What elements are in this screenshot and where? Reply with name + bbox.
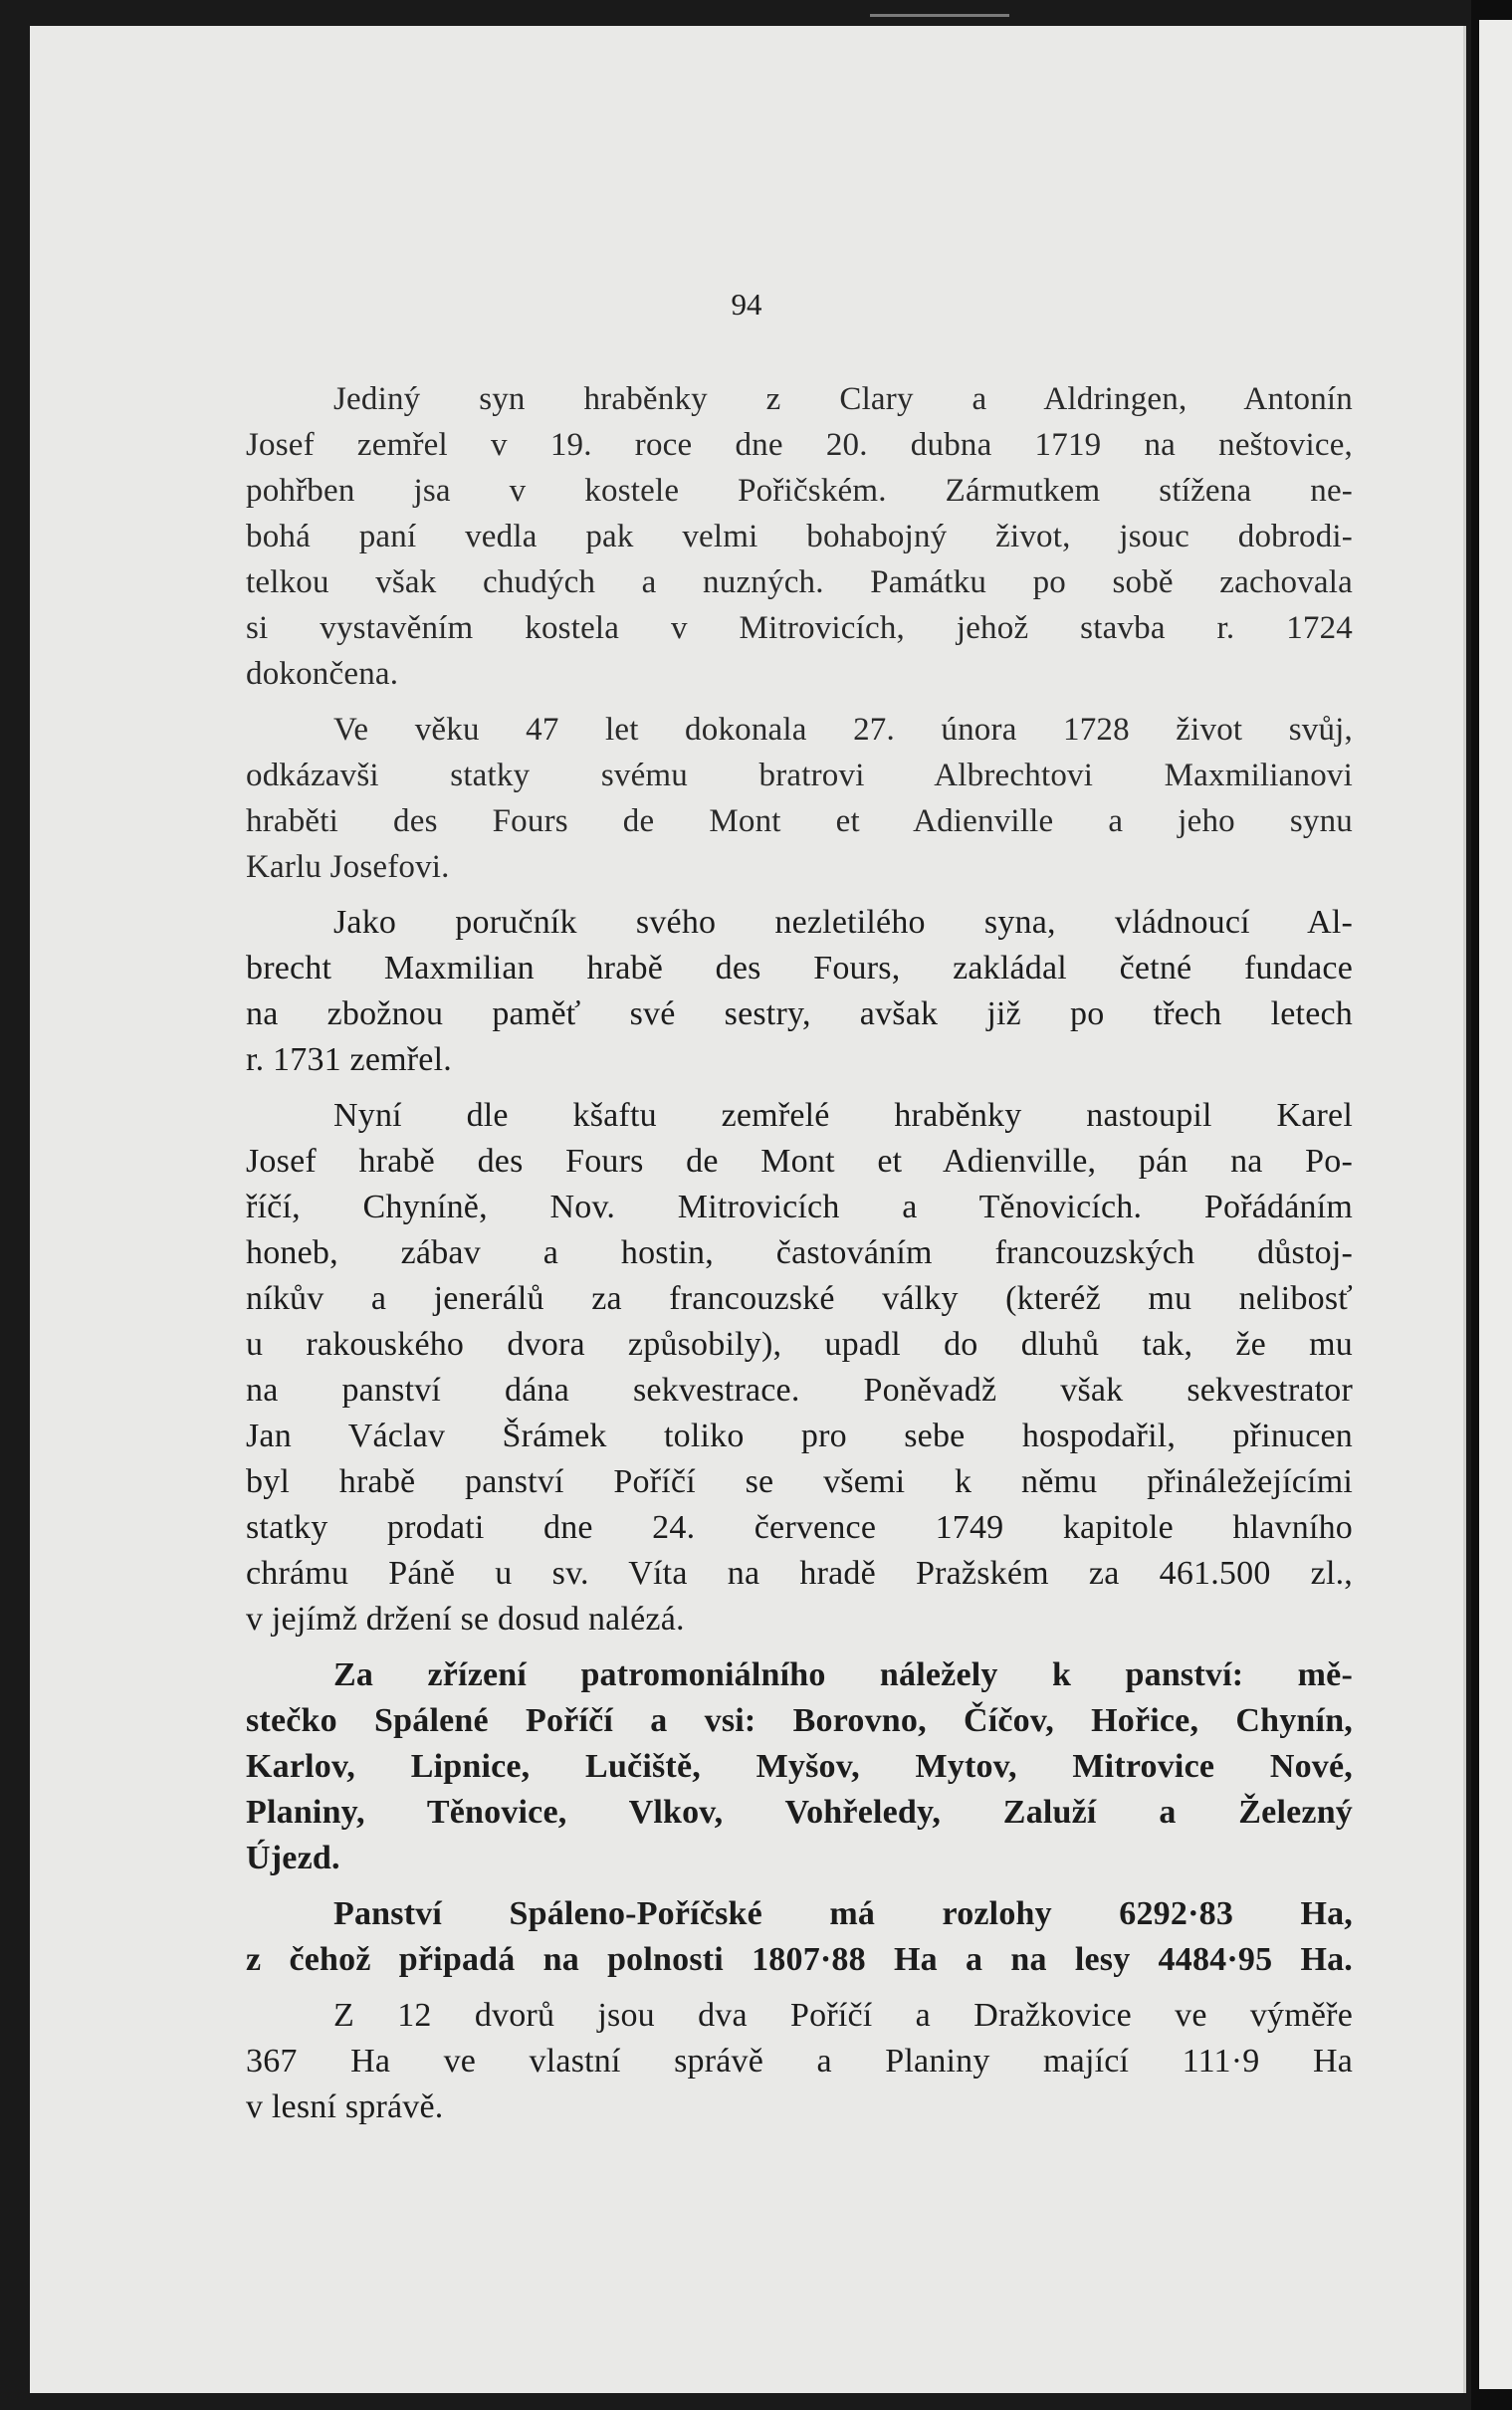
text-line: brecht Maxmilian hrabě des Fours, zakládal četné fundace	[246, 950, 1353, 986]
text-line: Josef hrabě des Fours de Mont et Adienville, pán na Po-	[246, 1143, 1353, 1180]
text-line: Planiny, Těnovice, Vlkov, Vohřeledy, Zaluží a Železný	[246, 1794, 1353, 1831]
text-line: u rakouského dvora způsobily), upadl do dluhů tak, že mu	[246, 1326, 1353, 1363]
scan-edge-mark	[870, 14, 1009, 17]
text-line: r. 1731 zemřel.	[246, 1041, 452, 1078]
page-number: 94	[731, 287, 762, 322]
text-line: Nyní dle kšaftu zemřelé hraběnky nastoupil Karel	[333, 1097, 1353, 1134]
text-line: Z 12 dvorů jsou dva Poříčí a Dražkovice ve výměře	[333, 1997, 1353, 2034]
text-line: pohřben jsa v kostele Pořičském. Zármutkem stížena ne-	[246, 473, 1353, 509]
text-line: dokončena.	[246, 656, 399, 692]
paragraph-death-1728	[246, 707, 1353, 890]
text-line: z čehož připadá na polnosti 1807·88 Ha a na lesy 4484·95 Ha.	[246, 1941, 1353, 1978]
text-line: na zbožnou paměť své sestry, avšak již po třech letech	[246, 995, 1353, 1032]
text-line: v jejímž držení se dosud nalézá.	[246, 1601, 685, 1638]
text-line: odkázavši statky svému bratrovi Albrechtovi Maxmilianovi	[246, 758, 1353, 793]
text-line: si vystavěním kostela v Mitrovicích, jehož stavba r. 1724	[246, 610, 1353, 646]
page-body	[246, 376, 1353, 2140]
paragraph-guardian	[246, 900, 1353, 1083]
paragraph-farmsteads	[246, 1993, 1353, 2130]
text-line: Karlov, Lipnice, Lučiště, Myšov, Mytov, Mitrovice Nové,	[246, 1748, 1353, 1785]
paragraph-karel-josef	[246, 1093, 1353, 1643]
text-line: Jan Václav Šrámek toliko pro sebe hospodařil, přinucen	[246, 1418, 1353, 1454]
text-line: byl hrabě panství Poříčí se všemi k němu přináležejícími	[246, 1463, 1353, 1500]
text-line: honeb, zábav a hostin, častováním francouzských důstoj-	[246, 1234, 1353, 1271]
text-line: Za zřízení patromoniálního náležely k panství: mě-	[333, 1656, 1353, 1693]
text-line: na panství dána sekvestrace. Poněvadž však sekvestrator	[246, 1372, 1353, 1409]
text-line: statky prodati dne 24. července 1749 kapitole hlavního	[246, 1509, 1353, 1546]
text-line: Újezd.	[246, 1840, 340, 1876]
text-line: Ve věku 47 let dokonala 27. února 1728 život svůj,	[333, 712, 1353, 748]
text-line: bohá paní vedla pak velmi bohabojný život, jsouc dobrodi-	[246, 519, 1353, 554]
text-line: níkův a jenerálů za francouzské války (kteréž mu nelibosť	[246, 1280, 1353, 1317]
adjacent-page-edge	[1479, 20, 1512, 2389]
paragraph-estate-area	[246, 1891, 1353, 1983]
text-line: 367 Ha ve vlastní správě a Planiny mající 111·9 Ha	[246, 2043, 1353, 2080]
text-line: Karlu Josefovi.	[246, 849, 450, 885]
paragraph-estate-villages	[246, 1652, 1353, 1881]
text-line: říčí, Chyníně, Nov. Mitrovicích a Těnovicích. Pořádáním	[246, 1189, 1353, 1225]
text-line: stečko Spálené Poříčí a vsi: Borovno, Číčov, Hořice, Chynín,	[246, 1702, 1353, 1739]
paragraph-only-son	[246, 376, 1353, 697]
text-line: Jediný syn hraběnky z Clary a Aldringen, Antonín	[333, 381, 1353, 417]
text-line: telkou však chudých a nuzných. Památku po sobě zachovala	[246, 564, 1353, 600]
text-line: Josef zemřel v 19. roce dne 20. dubna 1719 na neštovice,	[246, 427, 1353, 463]
book-page	[30, 26, 1466, 2393]
text-line: hraběti des Fours de Mont et Adienville a jeho synu	[246, 803, 1353, 839]
text-line: v lesní správě.	[246, 2088, 444, 2125]
text-line: chrámu Páně u sv. Víta na hradě Pražském za 461.500 zl.,	[246, 1555, 1353, 1592]
text-line: Panství Spáleno-Poříčské má rozlohy 6292·83 Ha,	[333, 1895, 1353, 1932]
text-line: Jako poručník svého nezletilého syna, vládnoucí Al-	[333, 904, 1353, 941]
